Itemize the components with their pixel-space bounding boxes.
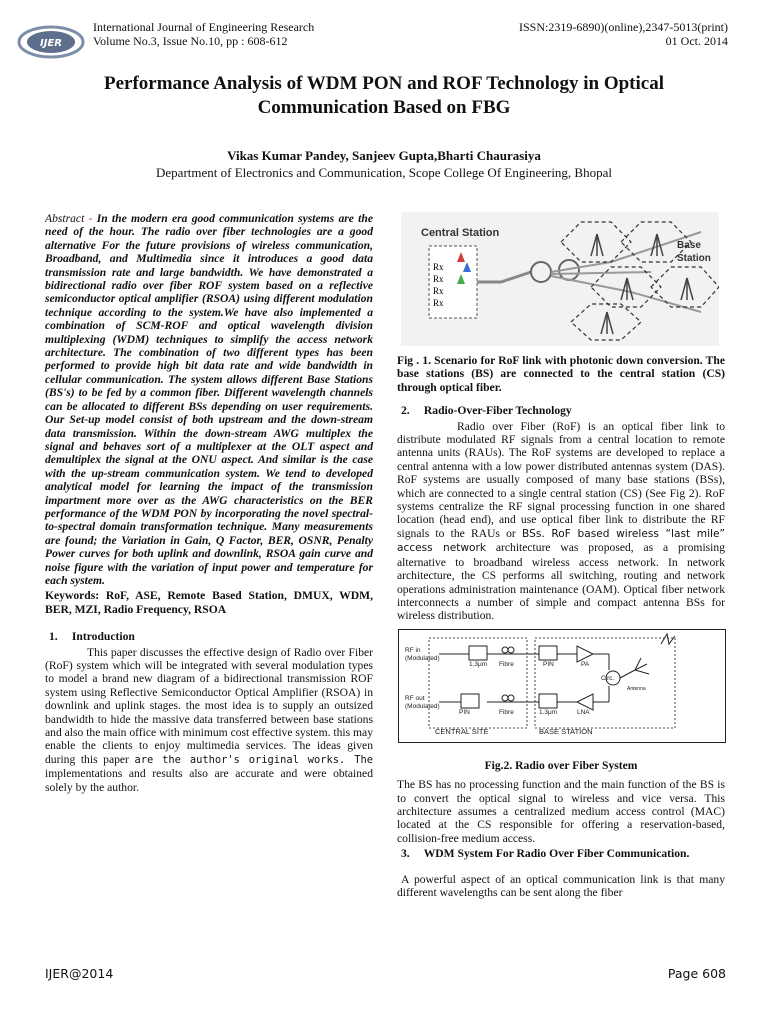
fig1-rx-3: Rx: [433, 286, 444, 296]
section-1-heading: [45, 630, 373, 643]
abstract-text: In the modern era good communication systems are the need of the hour. The radio over fiber technologies are a good alternative For the future provisions of wireless communication, Broadband, and Multimedia since it introduces a good data transmission rate and large bandwidth. We have demonstrated a bidirectional radio over fiber ROF system based on a reflective semiconductor optical amplifier (RSOA) using different modulation technique according to the system.We have also implemented a combination of SCM-ROF and optical wavelength division multiplexing (WDM) techniques to simplify the access network architecture. The combination of two different types has been performed to provide high bit data rate and wide bandwidth in cellular communication. The system allows different Base Stations (BS's) to be fed by a common fiber. Different wavelength channels can be allocated to different BSs depending on user requirements. Our Set-up model consist of both upstream and the down-stream data transmission. Within the down-stream AWG multiplex the signal and behaves sort of a multiplexer at the OLT aspect and demultiplex the signal at the ONU aspect. And similar is the case with the up-stream communication system. We tend to developed analytical model for learning the impact of the transmission impartment more over as the AWG characteristics on the BER performance of the WDM PON by incorporating the novel spectral-to-spectral domain transformation technique. Many measurements are found; the Variation in Gain, Q Factor, BER, OSNR, Penalty Power curves for both uplink and downlink, RSOA gain curve and noise figure with the variation of input power and temperature for each system.: [45, 212, 373, 587]
fig2-rf-out: RF out: [405, 694, 425, 702]
publication-date: 01 Oct. 2014: [665, 34, 728, 48]
fig1-station-label: Station: [677, 253, 711, 264]
section-3-body: A powerful aspect of an optical communication link is that many different wavelengths can be sent along the fiber: [397, 872, 725, 899]
figure-1-diagram: [401, 212, 719, 346]
section-2-continuation: The BS has no processing function and the main function of the BS is to convert the optical signal to wireless and vice versa. This architecture assumes a centralized medium access control (MAC) located at the CS responsible for offering a reservation-based, collision-free medium access.: [397, 778, 725, 845]
fig2-modulated-out: (Modulated): [405, 702, 440, 710]
section-1-text-mono: are the author's original works. The: [134, 753, 373, 766]
section-1-text-b: implementations and results also are accurate and were obtained solely by the author.: [45, 767, 373, 794]
fig2-rf-in: RF in: [405, 646, 421, 654]
issn: ISSN:2319-6890)(online),2347-5013(print): [519, 20, 728, 34]
right-column: [397, 212, 725, 899]
fig1-base-label: Base: [677, 240, 701, 251]
section-3-number: 3.: [401, 847, 410, 861]
journal-header: [93, 20, 314, 48]
section-1-text-a: This paper discusses the effective design of Radio over Fiber (RoF) system which will be integrated with several modulation types to model a brand new diagram of a bidirectional transmission ROF system using Reflective Semiconductor Optical Amplifier (RSOA) in downlink and uplink stages. the most idea is to supply an outsized bandwidth to hide the massive data transferred between base stations and also the main office with minimum cost effective system. this may enable the clients to enjoy multimedia services. The ideas given during this paper: [45, 645, 373, 766]
figure-2-diagram: [398, 629, 726, 743]
authors: Vikas Kumar Pandey, Sanjeev Gupta,Bharti Chaurasiya: [227, 148, 541, 163]
department: Department of Electronics and Communication, Scope College Of Engineering, Bhopal: [156, 165, 612, 180]
section-3-heading: [397, 847, 725, 860]
paper-title: Performance Analysis of WDM PON and ROF Technology in Optical Communication Based on FBG: [104, 73, 664, 118]
issn-header: [519, 20, 728, 48]
section-2-heading: [397, 404, 725, 417]
fig2-fibre-bottom: Fibre: [499, 708, 514, 716]
fig1-rx-2: Rx: [433, 274, 444, 284]
section-2-text-b: architecture was proposed, as a promising alternative to broadband wireless access network. In network architecture, the CS performs all switching, routing and network operations administration maintenance (OAM). Optical fiber network interconnects a number of simple and compact antenna BSs for wireless distribution.: [397, 541, 725, 623]
abstract: [45, 212, 373, 587]
section-2-text-mono: BSs. RoF based wireless “last mile” access network: [397, 527, 725, 555]
logo-text: IJER: [40, 38, 62, 49]
section-1-body: [45, 646, 373, 794]
fig2-lna: LNA: [577, 708, 590, 716]
fig2-circ: Circ.: [601, 674, 615, 682]
figure-1-caption: Fig . 1. Scenario for RoF link with photonic down conversion. The base stations (BS) are connected to the central station (CS) through optical fiber.: [397, 354, 725, 394]
fig1-rx-4: Rx: [433, 298, 444, 308]
footer-left: IJER@2014: [45, 966, 114, 981]
section-2-body: [397, 420, 725, 623]
fig2-modulated-in: (Modulated): [405, 654, 440, 662]
section-1-number: 1.: [49, 630, 58, 644]
journal-logo: [16, 22, 86, 62]
fig1-rx-1: Rx: [433, 262, 444, 272]
fig2-pin-top: PIN: [543, 660, 554, 668]
abstract-lead: Abstract: [45, 212, 85, 225]
left-column: [45, 212, 373, 794]
fig2-base-station: BASE STATION: [539, 726, 593, 736]
abstract-dash: -: [88, 212, 93, 225]
journal-volume: Volume No.3, Issue No.10, pp : 608-612: [93, 34, 288, 48]
section-1-title: Introduction: [71, 630, 135, 644]
fig2-pin-bottom: PIN: [459, 708, 470, 716]
section-3-title: WDM System For Radio Over Fiber Communication.: [423, 847, 690, 861]
figure-2-caption: Fig.2. Radio over Fiber System: [484, 758, 638, 772]
fig2-pa: PA: [581, 660, 590, 668]
fig1-central-station-label: Central Station: [421, 227, 500, 239]
section-2-number: 2.: [401, 404, 410, 418]
keywords: Keywords: RoF, ASE, Remote Based Station, DMUX, WDM, BER, MZI, Radio Frequency, RSOA: [45, 589, 373, 616]
section-2-title: Radio-Over-Fiber Technology: [423, 404, 572, 418]
fig2-wl-top: 1.3μm: [469, 660, 488, 668]
fig2-central-site: CENTRAL SITE: [435, 726, 489, 736]
page-number: Page 608: [667, 966, 726, 981]
fig2-fibre-top: Fibre: [499, 660, 514, 668]
journal-name: International Journal of Engineering Research: [93, 20, 315, 34]
fig2-antenna: Antenna: [627, 685, 646, 692]
section-2-text-a: Radio over Fiber (RoF) is an optical fiber link to distribute modulated RF signals from a central location to remote antenna units (RAUs). The RoF systems are developed to replace a central antenna with a low power distributed antennas system (DAS). RoF systems are usually composed of many base stations (BSs), which are connected to a single central station (CS) (See Fig 2). RoF systems centralize the RF signal processing function in one shared location (head end), and use optical fiber link to distribute the RF signals to the RAUs or: [397, 419, 725, 540]
fig2-wl-bottom: 1.3μm: [539, 708, 558, 716]
